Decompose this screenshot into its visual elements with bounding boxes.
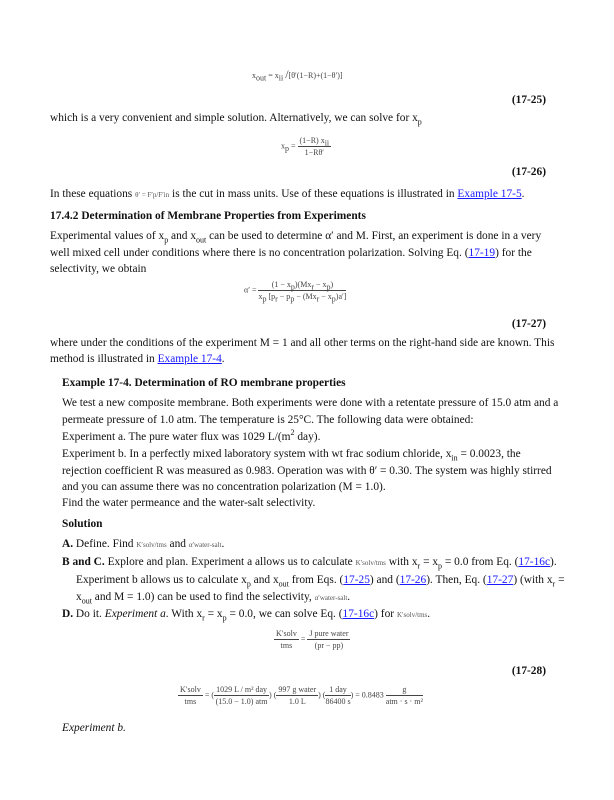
text: = 0.0 from Eq. ( — [442, 556, 519, 568]
inline-math: K′solv/tms — [355, 559, 386, 567]
equation-17-28-numeric: $\frac{\text{K′solv}}{\text{tms}}$ = ( $\frac{\text{1029 L / m² day}}{\text{(15.0 − 1.0) atm}}$ ) ( $\frac{\text{997 g water}}{1.0 L}$ ) ( $\frac{\text{1 day}}{86400 s}$ ) = 0.8483 $\frac{g}{\text{atm · s · m²}}$ — [180, 685, 423, 706]
inline-math: θ′ = F′p/F′in — [135, 191, 170, 199]
paragraph — [50, 228, 562, 278]
text: ) for the selectivity, we obtain — [50, 246, 532, 275]
text: In these equations — [50, 188, 133, 200]
eq-body: θ′(1−R)+(1−θ′) — [291, 71, 340, 80]
eq-term: = — [291, 141, 296, 151]
eq-sub: p — [290, 294, 295, 304]
eq-term: x — [281, 141, 285, 151]
text: = x — [204, 608, 223, 620]
equation-17-28-definition — [274, 628, 350, 651]
sub: r — [552, 579, 556, 589]
text: . — [221, 538, 225, 550]
link-eq-17-16c[interactable]: 17-16c — [518, 556, 551, 568]
text: = 0.0, we can solve Eq. ( — [226, 608, 343, 620]
step-label: D. — [62, 608, 74, 620]
eq-num: K′solv — [276, 629, 297, 638]
eq-term: = 0.8483 — [355, 690, 384, 700]
eq-term: = — [204, 690, 210, 700]
eq-fraction — [307, 628, 350, 651]
link-example-17-5[interactable]: Example 17-5 — [457, 188, 522, 200]
link-eq-17-26[interactable]: 17-26 — [399, 574, 427, 586]
text: can be used to determine α′ and M. First, an experiment is done in a very well mixed cell under conditions where there is no concentration polarization. Solving Eq. ( — [50, 230, 542, 259]
emphasis: Experiment a — [104, 608, 166, 620]
eq-sub: out — [256, 73, 267, 83]
sub: p — [222, 613, 227, 623]
text: and x — [250, 574, 279, 586]
eq-num: 1 day — [325, 684, 350, 696]
eq-num: J pure water — [309, 629, 349, 638]
solution-step-a — [62, 536, 562, 553]
equation-number: (17-26) — [511, 166, 546, 178]
eq-den: − x — [319, 292, 332, 301]
equation-number: (17-28) — [511, 665, 546, 677]
eq-sub: ii — [324, 138, 330, 148]
text: with x — [385, 556, 418, 568]
eq-num: K′solv — [180, 685, 201, 694]
sub: out — [196, 235, 207, 245]
eq-term: x — [252, 71, 256, 80]
text: . — [347, 591, 351, 603]
text: and M = 1.0) can be used to find the selectivity, — [91, 591, 315, 603]
paragraph — [50, 335, 562, 367]
text: day). — [294, 431, 321, 443]
sub: r — [417, 561, 421, 571]
text: Explore and plan. Experiment a allows us to calculate — [104, 556, 356, 568]
eq-fraction — [214, 684, 269, 707]
text: Experimental values of x — [50, 230, 165, 242]
solution-step-bc — [62, 554, 576, 607]
section-title: 17.4.2 Determination of Membrane Properties from Experiments — [50, 210, 366, 222]
text: and — [166, 538, 189, 550]
eq-term: α′ = — [244, 285, 257, 295]
sub: p — [438, 561, 443, 571]
eq-den: 1.0 L — [288, 697, 306, 706]
eq-den: tms — [184, 697, 197, 706]
solution-step-d — [62, 606, 562, 623]
eq-den: )a′] — [335, 292, 347, 301]
example-paragraph: Find the water permeance and the water-salt selectivity. — [62, 497, 316, 509]
example-paragraph — [62, 429, 562, 445]
eq-num: ) — [330, 280, 334, 289]
eq-num: )(Mx — [294, 280, 312, 289]
paragraph — [50, 110, 562, 126]
eq-den: (15.0 − 1.0) atm — [215, 697, 268, 706]
inline-math: α′water-salt — [314, 594, 348, 602]
eq-sub: p — [326, 282, 331, 292]
step-label: B and C. — [62, 556, 105, 568]
eq-fraction — [258, 279, 346, 302]
eq-num: (1 − x — [271, 280, 291, 289]
text: = 0.0023, the rejection coefficient R was measured as 0.983. Operation was with θ′ = 0.30. The system was highly stirred and you can assume there was no concentration polarization (M = 1.0). — [62, 448, 552, 493]
step-label: A. — [62, 538, 74, 550]
text: ). Then, Eq. ( — [426, 574, 487, 586]
text: ) for — [374, 608, 397, 620]
eq-fraction — [274, 628, 299, 651]
link-eq-17-27[interactable]: 17-27 — [486, 574, 514, 586]
eq-sub: ii — [278, 73, 284, 83]
inline-math: α′water-salt — [188, 541, 222, 549]
eq-fraction — [178, 684, 203, 707]
link-example-17-4[interactable]: Example 17-4 — [157, 353, 222, 365]
eq-sub: p — [285, 143, 289, 153]
text: = x — [76, 574, 565, 603]
eq-fraction — [298, 135, 332, 158]
eq-num: 1029 L / m² day — [216, 685, 268, 694]
sub: out — [278, 579, 289, 589]
text: where under the conditions of the experiment M = 1 and all other terms on the right-hand side are known. This method is illustrated in — [50, 337, 555, 365]
eq-sub: r — [275, 294, 278, 304]
equation-17-27 — [244, 279, 346, 302]
eq-num: 997 g water — [278, 685, 317, 694]
sub: p — [164, 235, 169, 245]
sub: in — [451, 453, 458, 463]
text: Experiment b. In a perfectly mixed laboratory system with wt frac sodium chloride, x — [62, 448, 452, 460]
eq-den: 1−Rθ′ — [304, 148, 325, 157]
sub: r — [202, 613, 205, 623]
eq-sub: p — [290, 282, 295, 292]
text: and x — [168, 230, 197, 242]
text: from Eqs. ( — [288, 574, 344, 586]
sub: p — [417, 117, 422, 127]
experiment-b-label: Experiment b. — [62, 722, 126, 734]
link-eq-17-25[interactable]: 17-25 — [343, 574, 370, 586]
sub: p — [246, 579, 251, 589]
text: . — [221, 353, 225, 365]
eq-num: (1−R) x — [299, 136, 325, 145]
text: ) (with x — [513, 574, 553, 586]
eq-sub: r — [316, 294, 320, 304]
example-paragraph: We test a new composite membrane. Both experiments were done with a retentate pressure of 15.0 atm and a permeate pressure of 1.0 atm. The temperature is 25°C. The following data were obtained: — [62, 397, 559, 426]
equation-17-26 — [281, 135, 331, 158]
eq-den: atm · s · m² — [385, 697, 423, 706]
eq-den: 86400 s — [325, 697, 351, 706]
link-eq-17-19[interactable]: 17-19 — [468, 246, 496, 259]
text: which is a very convenient and simple solution. Alternatively, we can solve for x — [50, 112, 418, 124]
eq-num: g — [386, 684, 423, 696]
text: . — [427, 608, 431, 620]
eq-fraction — [386, 684, 423, 707]
example-title: Example 17-4. Determination of RO membrane properties — [62, 377, 346, 389]
text: = x — [420, 556, 439, 568]
eq-sub: r — [311, 282, 314, 292]
text: . With x — [165, 608, 203, 620]
eq-den: − p — [277, 292, 291, 301]
text: Experiment a. The pure water flux was 1029 L/(m — [62, 431, 291, 443]
eq-den: x — [258, 292, 263, 301]
eq-sub: p — [331, 294, 336, 304]
eq-num: − x — [314, 280, 327, 289]
sup: 2 — [290, 428, 295, 438]
equation-17-25: $x_{out} = x_{ii}$ /[θ′(1−R)+(1−θ′)] — [252, 67, 343, 83]
eq-sub: p — [262, 294, 267, 304]
equation-number: (17-27) — [511, 318, 546, 330]
text: is the cut in mass units. Use of these equations is illustrated in — [172, 188, 455, 200]
eq-den: − (Mx — [294, 292, 317, 301]
eq-fraction — [276, 684, 318, 707]
eq-term: x — [274, 71, 279, 80]
eq-term: = — [300, 634, 306, 644]
text: . — [521, 188, 525, 200]
eq-term: = — [268, 71, 273, 80]
eq-den: [p — [266, 292, 276, 301]
text: ). Experiment b allows us to calculate x — [76, 556, 557, 586]
text: Define. Find — [73, 538, 137, 550]
eq-den: tms — [280, 641, 293, 650]
inline-math: K′solv/tms — [396, 611, 428, 619]
example-paragraph — [62, 446, 562, 496]
solution-label: Solution — [62, 518, 103, 530]
eq-den: (pr − pp) — [314, 641, 344, 650]
text: Do it. — [73, 608, 105, 620]
inline-math: K′solv/tms — [136, 541, 167, 549]
text: ) and ( — [369, 574, 400, 586]
eq-fraction — [325, 684, 350, 707]
paragraph — [50, 186, 562, 203]
sub: out — [81, 596, 92, 606]
equation-number: (17-25) — [511, 94, 546, 106]
link-eq-17-16c[interactable]: 17-16c — [342, 608, 375, 620]
